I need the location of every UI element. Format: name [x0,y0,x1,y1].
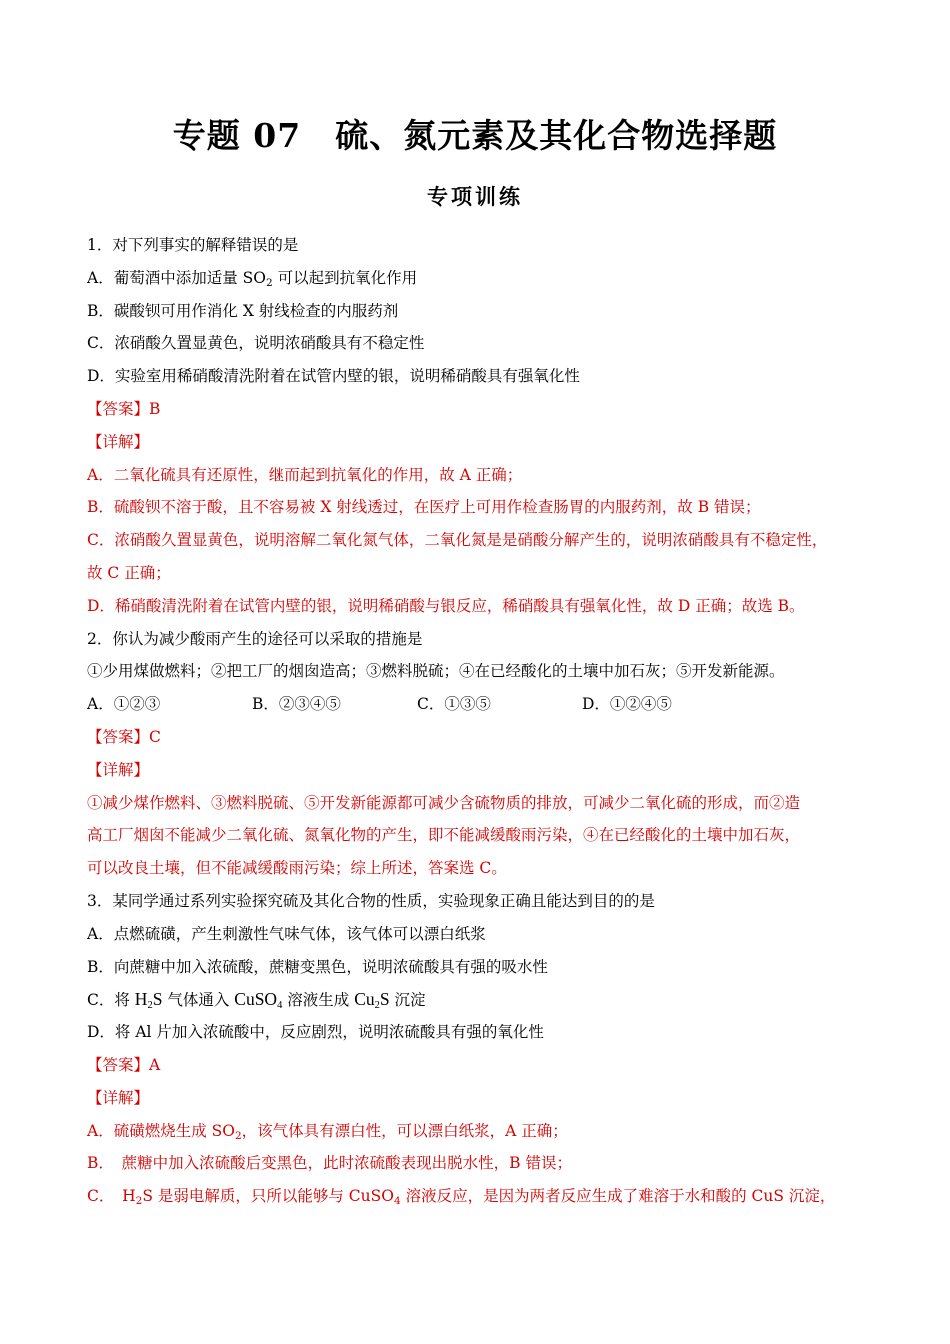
q1-stem: 1．对下列事实的解释错误的是 [87,236,299,254]
q2-detail-label: 【详解】 [87,760,150,779]
document-body [87,229,877,1213]
q1-explanation-c: C．浓硝酸久置显黄色，说明溶解二氧化氮气体，二氧化氮是是硝酸分解产生的，说明浓硝酸具有不稳定性， [87,531,828,550]
q3-detail-label: 【详解】 [87,1088,150,1107]
page-subtitle: 专项训练 [427,184,523,209]
q3-explanation-a: A．硫磺燃烧生成 $SO_2$，该气体具有漂白性，可以漂白纸浆，A 正确； [87,1121,568,1142]
q1-explanation-b: B．硫酸钡不溶于酸，且不容易被 X 射线透过，在医疗上可用作检查肠胃的内服药剂，故 B 错误； [87,498,761,517]
q2-option-a: A．①②③ [87,695,161,714]
q2-stem: 2．你认为减少酸雨产生的途径可以采取的措施是 [87,629,423,648]
q1-option-b: B．碳酸钡可用作消化 X 射线检查的内服药剂 [87,301,399,320]
q2-items: ①少用煤做燃料；②把工厂的烟囱造高；③燃料脱硫；④在已经酸化的土壤中加石灰；⑤开发新能源。 [87,662,785,681]
q2-option-d: D．①②④⑤ [582,695,672,714]
q1-answer: 【答案】B [87,399,161,418]
formula-cuso4: CuSO$_4$ [234,989,283,1012]
formula-h2s: $H_2S$ [134,989,163,1012]
q2-explanation-3: 可以改良土壤，但不能减缓酸雨污染；综上所述，答案选 C。 [87,859,507,878]
q1-option-d: D．实验室用稀硝酸清洗附着在试管内壁的银，说明稀硝酸具有强氧化性 [87,367,580,386]
q2-option-b: B．②③④⑤ [252,695,341,714]
formula-cu2s: $Cu_2S$ [354,989,390,1012]
q2-explanation-2: 高工厂烟囱不能减少二氧化硫、氮氧化物的产生，即不能减缓酸雨污染，④在已经酸化的土壤中加石灰， [87,826,801,845]
q2-option-c: C．①③⑤ [417,695,491,714]
q3-explanation-b: B． 蔗糖中加入浓硫酸后变黑色，此时浓硫酸表现出脱水性，B 错误； [87,1154,572,1173]
q3-stem: 3．某同学通过系列实验探究硫及其化合物的性质，实验现象正确且能达到目的的是 [87,891,655,910]
q1-explanation-c-cont: 故 C 正确； [87,563,171,582]
q1-explanation-d: D．稀硝酸清洗附着在试管内壁的银，说明稀硝酸与银反应，稀硝酸具有强氧化性，故 D 正确；故选 B。 [87,596,805,615]
q1-option-c: C．浓硝酸久置显黄色，说明浓硝酸具有不稳定性 [87,334,425,353]
q3-option-a: A．点燃硫磺，产生刺激性气味气体，该气体可以漂白纸浆 [87,924,486,943]
q3-option-b: B．向蔗糖中加入浓硫酸，蔗糖变黑色，说明浓硫酸具有强的吸水性 [87,957,548,976]
q1-detail-label: 【详解】 [87,432,150,451]
q2-options [87,688,877,721]
q3-option-d: D．将 Al 片加入浓硫酸中，反应剧烈，说明浓硫酸具有强的氧化性 [87,1023,544,1042]
q1-explanation-a: A．二氧化硫具有还原性，继而起到抗氧化的作用，故 A 正确； [87,465,523,484]
page-title: 专题 07 硫、氮元素及其化合物选择题 [172,116,778,155]
q2-explanation-1: ①减少煤作燃料、③燃料脱硫、⑤开发新能源都可减少含硫物质的排放，可减少二氧化硫的形成，而②造 [87,793,801,812]
q3-option-c: C．将 $H_2S$ 气体通入 CuSO$_4$ 溶液生成 $Cu_2S$ 沉淀 [87,989,426,1012]
q1-option-a: A．葡萄酒中添加适量 $SO_2$ 可以起到抗氧化作用 [87,268,418,289]
q3-explanation-c: C． $H_2S$ 是弱电解质，只所以能够与 CuSO$_4$ 溶液反应，是因为两者反应生成了难溶于水和酸的 CuS 沉淀， [87,1187,836,1208]
q3-answer: 【答案】A [87,1055,161,1074]
q2-answer: 【答案】C [87,727,161,746]
